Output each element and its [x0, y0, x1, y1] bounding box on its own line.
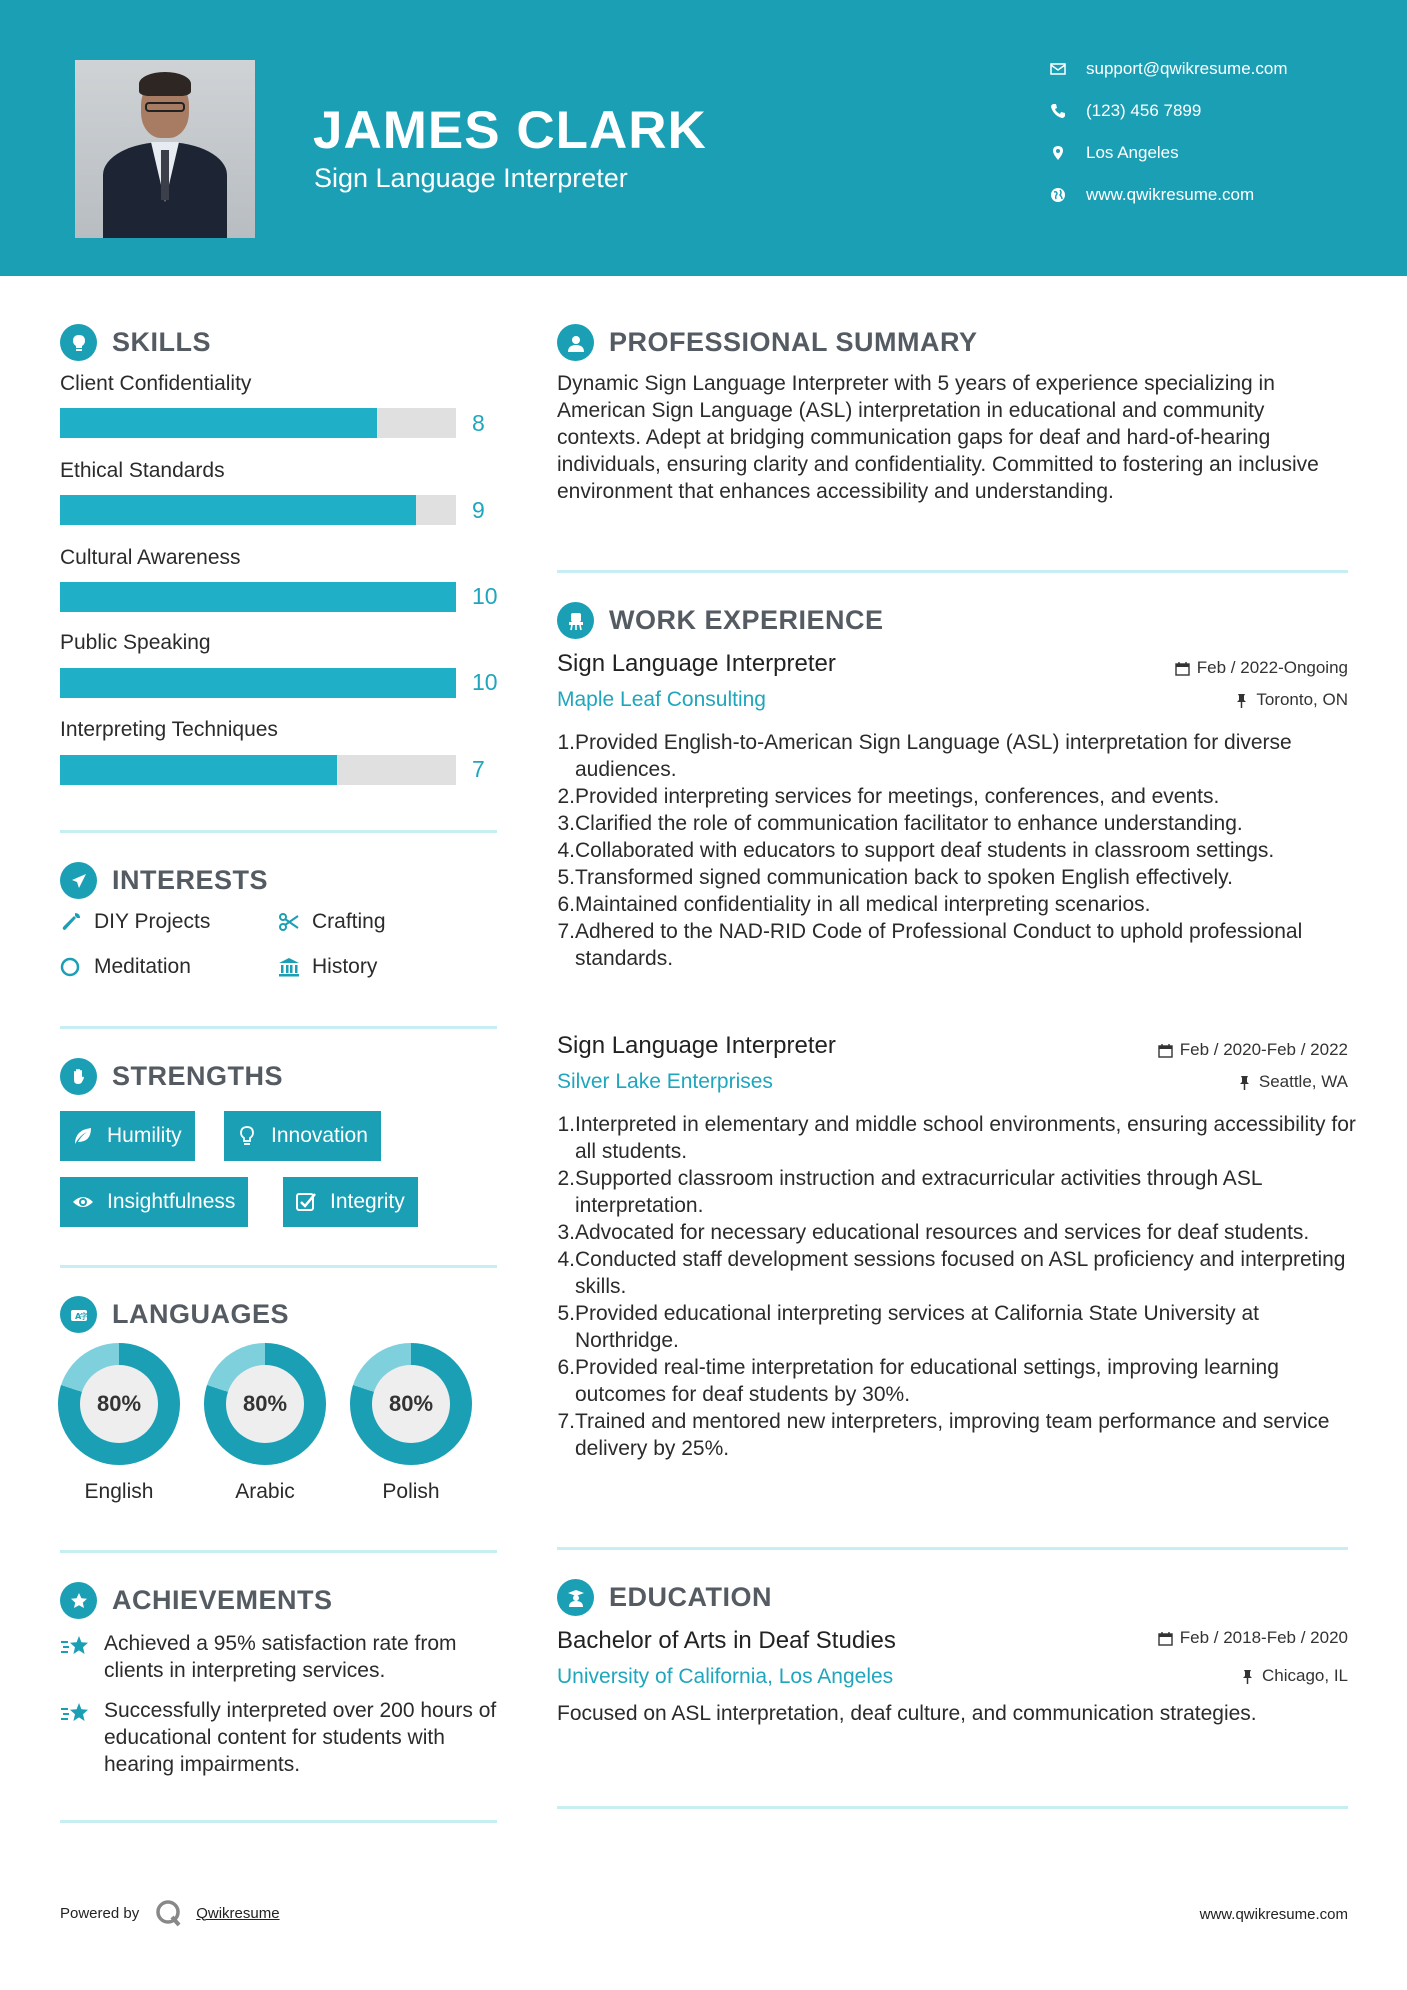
job-location: Seattle, WA: [1237, 1072, 1348, 1092]
contact-website-text: www.qwikresume.com: [1086, 185, 1255, 204]
mail-icon: [1050, 61, 1086, 77]
skill-bar: [60, 495, 456, 525]
pin-icon: [1237, 1075, 1252, 1090]
list-item: 4. Collaborated with educators to support deaf students in classroom settings.: [557, 839, 1275, 862]
strength-tag: Insightfulness: [60, 1177, 248, 1227]
svg-text:字: 字: [79, 1311, 88, 1321]
job-title: Sign Language Interpreter: [557, 1032, 836, 1059]
language-icon: [60, 1296, 97, 1333]
skill-name: Interpreting Techniques: [60, 718, 278, 741]
calendar-icon: [1158, 1631, 1173, 1646]
job-title: Sign Language Interpreter: [557, 650, 836, 677]
lightbulb-icon: [60, 324, 97, 361]
company-name: Maple Leaf Consulting: [557, 688, 766, 711]
contact-email-text: support@qwikresume.com: [1086, 59, 1288, 78]
section-divider: [60, 830, 497, 833]
bank-icon: [278, 956, 312, 978]
list-item: 6. Provided real-time interpretation for educational settings, improving learning outcomes for deaf students by 30%.: [557, 1356, 1279, 1406]
education-heading: EDUCATION: [557, 1579, 772, 1616]
candidate-name: JAMES CLARK: [313, 101, 707, 160]
list-item: 7. Adhered to the NAD-RID Code of Professional Conduct to uphold professional standards.: [557, 920, 1303, 970]
star-badge-icon: [60, 1582, 97, 1619]
experience-heading: WORK EXPERIENCE: [557, 602, 884, 639]
strength-tag: Humility: [60, 1111, 195, 1161]
skill-bar-fill: [60, 408, 377, 438]
summary-heading: PROFESSIONAL SUMMARY: [557, 324, 978, 361]
candidate-role: Sign Language Interpreter: [314, 163, 628, 193]
interests-heading: INTERESTS: [60, 862, 268, 899]
language-name: Polish: [382, 1480, 440, 1503]
list-item: 7. Trained and mentored new interpreters, improving team performance and service delivery by 25%.: [557, 1410, 1330, 1460]
section-divider: [557, 570, 1348, 573]
skill-bar-fill: [60, 668, 456, 698]
section-divider: [557, 1806, 1348, 1809]
skill-bar-fill: [60, 495, 416, 525]
interest-item: History: [278, 955, 377, 979]
list-item: 2. Supported classroom instruction and extracurricular activities through ASL interpretation.: [557, 1167, 1262, 1217]
section-divider: [60, 1550, 497, 1553]
scissors-icon: [278, 911, 312, 933]
skill-name: Client Confidentiality: [60, 372, 252, 395]
user-icon: [557, 324, 594, 361]
education-description: Focused on ASL interpretation, deaf culture, and communication strategies.: [557, 1702, 1257, 1725]
list-item: 3. Clarified the role of communication facilitator to enhance understanding.: [557, 812, 1243, 835]
language-ring: 80%: [204, 1343, 326, 1465]
section-divider: [557, 1547, 1348, 1550]
school-name: University of California, Los Angeles: [557, 1665, 894, 1688]
skill-bar: [60, 668, 456, 698]
skill-value: 8: [472, 410, 485, 436]
resume-header: [0, 0, 1407, 276]
job-dates: Feb / 2022-Ongoing: [1175, 658, 1348, 678]
checkbox-icon: [295, 1191, 317, 1213]
list-item: 4. Conducted staff development sessions focused on ASL proficiency and interpreting skills.: [557, 1248, 1346, 1298]
language-name: Arabic: [235, 1480, 295, 1503]
eye-icon: [72, 1191, 94, 1213]
section-divider: [60, 1265, 497, 1268]
svg-text:A: A: [74, 1311, 81, 1321]
job-dates: Feb / 2020-Feb / 2022: [1158, 1040, 1348, 1060]
skill-name: Cultural Awareness: [60, 546, 241, 569]
chair-icon: [557, 602, 594, 639]
skill-value: 9: [472, 497, 485, 523]
wrench-icon: [60, 911, 94, 933]
achievements-heading: ACHIEVEMENTS: [60, 1582, 333, 1619]
lightbulb-icon: [236, 1125, 258, 1147]
graduate-icon: [557, 1579, 594, 1616]
contact-email[interactable]: [1050, 57, 1370, 81]
list-item: 2. Provided interpreting services for meetings, conferences, and events.: [557, 785, 1220, 808]
hand-icon: [60, 1058, 97, 1095]
language-ring: 80%: [350, 1343, 472, 1465]
skill-value: 10: [472, 583, 498, 609]
skill-bar-fill: [60, 582, 456, 612]
achievement-item: Successfully interpreted over 200 hours of educational content for students with hearing impairments.: [60, 1697, 500, 1778]
phone-icon: [1050, 103, 1086, 119]
profile-photo: [75, 60, 255, 238]
strength-tag: Innovation: [224, 1111, 381, 1161]
pin-icon: [1240, 1669, 1255, 1684]
skill-name: Public Speaking: [60, 631, 211, 654]
languages-heading: A 字 LANGUAGES: [60, 1296, 289, 1333]
skill-bar-fill: [60, 755, 337, 785]
skill-value: 10: [472, 669, 498, 695]
strengths-heading: STRENGTHS: [60, 1058, 283, 1095]
contact-location-text: Los Angeles: [1086, 143, 1179, 162]
contact-website[interactable]: [1050, 183, 1370, 207]
job-duties: [557, 1111, 1357, 1462]
list-item: 1. Interpreted in elementary and middle school environments, ensuring accessibility for all students.: [557, 1113, 1356, 1163]
company-name: Silver Lake Enterprises: [557, 1070, 773, 1093]
footer-brand-link[interactable]: Qwikresume: [196, 1904, 280, 1922]
shooting-star-icon: [60, 1697, 104, 1778]
skills-heading: SKILLS: [60, 324, 211, 361]
skill-name: Ethical Standards: [60, 459, 225, 482]
job-duties: [557, 729, 1357, 972]
calendar-icon: [1158, 1043, 1173, 1058]
degree-title: Bachelor of Arts in Deaf Studies: [557, 1627, 896, 1654]
circle-icon: [60, 956, 94, 978]
skill-value: 7: [472, 756, 485, 782]
calendar-icon: [1175, 661, 1190, 676]
education-dates: Feb / 2018-Feb / 2020: [1158, 1628, 1348, 1648]
pin-icon: [1234, 693, 1249, 708]
footer-url[interactable]: www.qwikresume.com: [1199, 1906, 1348, 1923]
contact-phone-text: (123) 456 7899: [1086, 101, 1202, 120]
shooting-star-icon: [60, 1630, 104, 1684]
job-location: Toronto, ON: [1234, 690, 1348, 710]
list-item: 6. Maintained confidentiality in all medical interpreting scenarios.: [557, 893, 1151, 916]
education-location: Chicago, IL: [1240, 1666, 1348, 1686]
leaf-icon: [72, 1125, 94, 1147]
skill-bar: [60, 408, 456, 438]
section-divider: [60, 1026, 497, 1029]
location-icon: [1050, 145, 1086, 161]
list-item: 3. Advocated for necessary educational resources and services for deaf students.: [557, 1221, 1310, 1244]
contact-phone[interactable]: [1050, 99, 1370, 123]
skill-bar: [60, 755, 456, 785]
footer-powered-by: Powered by Qwikresume: [60, 1898, 280, 1928]
language-ring: 80%: [58, 1343, 180, 1465]
skill-bar: [60, 582, 456, 612]
summary-text: Dynamic Sign Language Interpreter with 5 years of experience specializing in American Sign Language (ASL) interpretation in educational and community contexts. Adept at bridging communication gaps for deaf and hard-of-hearing individuals, ensuring clarity and confidentiality. Committed to fostering an inclusive environment that enhances accessibility and understanding.: [557, 372, 1319, 503]
list-item: 1. Provided English-to-American Sign Language (ASL) interpretation for diverse audiences.: [557, 731, 1292, 781]
interest-item: Meditation: [60, 955, 191, 979]
interest-item: DIY Projects: [60, 910, 210, 934]
achievement-item: Achieved a 95% satisfaction rate from clients in interpreting services.: [60, 1630, 500, 1684]
globe-icon: [1050, 187, 1086, 203]
qwikresume-logo-icon: [154, 1898, 184, 1928]
contact-location: [1050, 141, 1370, 165]
paper-plane-icon: [60, 862, 97, 899]
strength-tag: Integrity: [283, 1177, 418, 1227]
section-divider: [60, 1820, 497, 1823]
interest-item: Crafting: [278, 910, 386, 934]
language-name: English: [84, 1480, 154, 1503]
list-item: 5. Transformed signed communication back to spoken English effectively.: [557, 866, 1233, 889]
list-item: 5. Provided educational interpreting services at California State University at Northridge.: [557, 1302, 1260, 1352]
